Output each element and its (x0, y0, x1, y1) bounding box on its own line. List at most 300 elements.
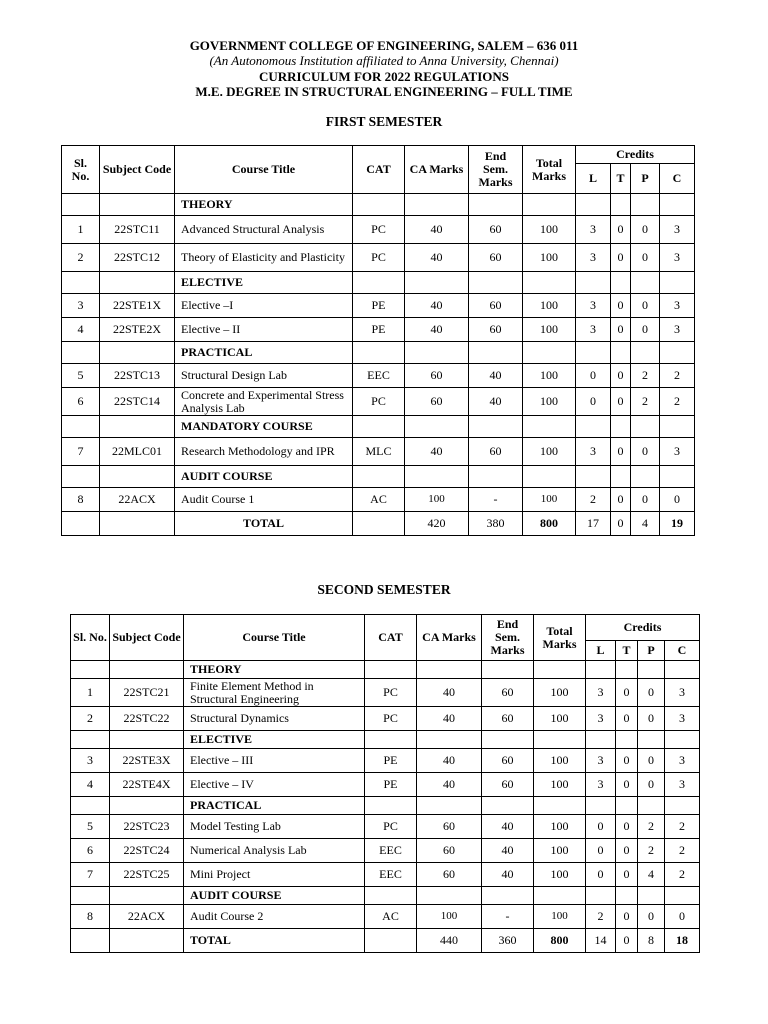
total-cell: 100 (523, 216, 576, 244)
empty-cell (353, 466, 405, 488)
sl-cell: 8 (71, 905, 110, 929)
sem2-table (70, 614, 700, 953)
empty-cell (631, 466, 660, 488)
t-cell: 0 (611, 364, 631, 388)
l-cell: 3 (576, 216, 611, 244)
ca-cell: 60 (417, 815, 482, 839)
section-heading: AUDIT COURSE (175, 466, 353, 488)
empty-cell (469, 466, 523, 488)
empty-cell (638, 797, 665, 815)
empty-cell (353, 512, 405, 536)
end-cell: 60 (469, 294, 523, 318)
empty-cell (534, 661, 586, 679)
section-heading: MANDATORY COURSE (175, 416, 353, 438)
ca-cell: 40 (417, 707, 482, 731)
col-cat-header: CAT (353, 146, 405, 194)
empty-cell (665, 661, 700, 679)
end-cell: 40 (482, 839, 534, 863)
c-cell: 3 (665, 707, 700, 731)
empty-cell (62, 272, 100, 294)
empty-cell (523, 416, 576, 438)
table-row (71, 815, 700, 839)
sl-cell: 8 (62, 488, 100, 512)
p-cell: 2 (631, 388, 660, 416)
col-total-header: Total Marks (534, 615, 586, 661)
section-row (62, 194, 695, 216)
empty-cell (611, 466, 631, 488)
empty-cell (631, 272, 660, 294)
end-cell: 60 (469, 438, 523, 466)
cat-cell: PC (365, 707, 417, 731)
c-cell: 3 (660, 216, 695, 244)
l-cell: 3 (576, 294, 611, 318)
college-name: GOVERNMENT COLLEGE OF ENGINEERING, SALEM – 636 011 (189, 38, 579, 53)
empty-cell (71, 731, 110, 749)
empty-cell (110, 731, 184, 749)
end-cell: 40 (482, 863, 534, 887)
empty-cell (631, 416, 660, 438)
empty-cell (576, 272, 611, 294)
t-cell: 0 (616, 815, 638, 839)
empty-cell (611, 194, 631, 216)
col-c-header: C (660, 164, 695, 194)
sl-cell: 3 (62, 294, 100, 318)
empty-cell (660, 342, 695, 364)
section-row (62, 466, 695, 488)
empty-cell (482, 887, 534, 905)
p-cell: 2 (631, 364, 660, 388)
sl-cell: 4 (62, 318, 100, 342)
end-cell: - (469, 488, 523, 512)
total-marks: 800 (534, 929, 586, 953)
empty-cell (660, 466, 695, 488)
col-l-header: L (586, 641, 616, 661)
cat-cell: PE (353, 294, 405, 318)
section-row (62, 416, 695, 438)
cat-cell: PC (353, 244, 405, 272)
t-cell: 0 (611, 244, 631, 272)
total-end: 380 (469, 512, 523, 536)
empty-cell (365, 661, 417, 679)
course-title-cell: Elective –I (175, 294, 353, 318)
empty-cell (110, 661, 184, 679)
course-title-cell: Structural Design Lab (175, 364, 353, 388)
empty-cell (523, 272, 576, 294)
c-cell: 2 (665, 863, 700, 887)
end-cell: 60 (469, 244, 523, 272)
l-cell: 0 (576, 388, 611, 416)
empty-cell (616, 661, 638, 679)
p-cell: 4 (638, 863, 665, 887)
empty-cell (62, 466, 100, 488)
col-credits-header: Credits (576, 146, 695, 164)
c-cell: 3 (665, 679, 700, 707)
l-cell: 3 (576, 318, 611, 342)
col-title-header: Course Title (175, 146, 353, 194)
empty-cell (365, 797, 417, 815)
section-row (71, 797, 700, 815)
sl-cell: 1 (71, 679, 110, 707)
cat-cell: PC (365, 815, 417, 839)
t-cell: 0 (616, 679, 638, 707)
p-cell: 2 (638, 815, 665, 839)
empty-cell (417, 887, 482, 905)
code-cell: 22STC24 (110, 839, 184, 863)
empty-cell (665, 797, 700, 815)
sl-cell: 3 (71, 749, 110, 773)
empty-cell (100, 416, 175, 438)
total-cell: 100 (534, 863, 586, 887)
empty-cell (405, 466, 469, 488)
total-ca: 440 (417, 929, 482, 953)
sl-cell: 2 (71, 707, 110, 731)
l-cell: 0 (586, 815, 616, 839)
sem2-title: SECOND SEMESTER (317, 582, 451, 597)
affiliation: (An Autonomous Institution affiliated to Anna University, Chennai) (209, 53, 559, 68)
empty-cell (611, 416, 631, 438)
table-row (62, 488, 695, 512)
code-cell: 22STC11 (100, 216, 175, 244)
col-total-header: Total Marks (523, 146, 576, 194)
code-cell: 22STC14 (100, 388, 175, 416)
empty-cell (62, 416, 100, 438)
empty-cell (576, 416, 611, 438)
sl-cell: 5 (71, 815, 110, 839)
code-cell: 22STC21 (110, 679, 184, 707)
empty-cell (665, 731, 700, 749)
total-c: 18 (665, 929, 700, 953)
total-p: 4 (631, 512, 660, 536)
ca-cell: 40 (417, 773, 482, 797)
total-cell: 100 (523, 318, 576, 342)
empty-cell (417, 797, 482, 815)
code-cell: 22STC25 (110, 863, 184, 887)
course-title-cell: Structural Dynamics (184, 707, 365, 731)
ca-cell: 60 (405, 388, 469, 416)
col-t-header: T (611, 164, 631, 194)
section-row (71, 887, 700, 905)
empty-cell (576, 194, 611, 216)
empty-cell (482, 797, 534, 815)
ca-cell: 40 (405, 216, 469, 244)
empty-cell (523, 194, 576, 216)
code-cell: 22STE4X (110, 773, 184, 797)
c-cell: 3 (665, 749, 700, 773)
empty-cell (365, 887, 417, 905)
total-t: 0 (611, 512, 631, 536)
course-title-cell: Elective – II (175, 318, 353, 342)
course-title-cell: Audit Course 1 (175, 488, 353, 512)
code-cell: 22STE3X (110, 749, 184, 773)
col-end-header: End Sem. Marks (469, 146, 523, 194)
col-c-header: C (665, 641, 700, 661)
table-row (71, 707, 700, 731)
table-row (62, 216, 695, 244)
cat-cell: AC (353, 488, 405, 512)
section-row (62, 272, 695, 294)
ca-cell: 40 (405, 244, 469, 272)
total-l: 17 (576, 512, 611, 536)
p-cell: 2 (638, 839, 665, 863)
course-title-cell: Research Methodology and IPR (175, 438, 353, 466)
table-row (62, 438, 695, 466)
code-cell: 22STC23 (110, 815, 184, 839)
empty-cell (523, 342, 576, 364)
cat-cell: EEC (365, 863, 417, 887)
p-cell: 0 (631, 318, 660, 342)
end-cell: 60 (469, 216, 523, 244)
t-cell: 0 (616, 839, 638, 863)
p-cell: 0 (638, 707, 665, 731)
total-cell: 100 (523, 488, 576, 512)
empty-cell (586, 887, 616, 905)
ca-cell: 40 (417, 679, 482, 707)
end-cell: 40 (469, 364, 523, 388)
l-cell: 0 (576, 364, 611, 388)
empty-cell (638, 661, 665, 679)
code-cell: 22STE2X (100, 318, 175, 342)
course-title-cell: Finite Element Method in Structural Engineering (184, 679, 365, 707)
end-cell: 60 (482, 679, 534, 707)
empty-cell (469, 272, 523, 294)
empty-cell (534, 797, 586, 815)
cat-cell: PE (353, 318, 405, 342)
c-cell: 3 (665, 773, 700, 797)
l-cell: 3 (576, 244, 611, 272)
table-row (71, 749, 700, 773)
course-title-cell: Elective – IV (184, 773, 365, 797)
sl-cell: 5 (62, 364, 100, 388)
col-title-header: Course Title (184, 615, 365, 661)
empty-cell (405, 194, 469, 216)
end-cell: 40 (469, 388, 523, 416)
p-cell: 0 (631, 216, 660, 244)
empty-cell (660, 272, 695, 294)
total-cell: 100 (523, 438, 576, 466)
sl-cell: 2 (62, 244, 100, 272)
total-cell: 100 (534, 679, 586, 707)
course-title-cell: Model Testing Lab (184, 815, 365, 839)
cat-cell: AC (365, 905, 417, 929)
c-cell: 0 (665, 905, 700, 929)
p-cell: 0 (631, 438, 660, 466)
course-title-cell: Advanced Structural Analysis (175, 216, 353, 244)
ca-cell: 40 (405, 318, 469, 342)
empty-cell (405, 272, 469, 294)
p-cell: 0 (638, 905, 665, 929)
section-heading: AUDIT COURSE (184, 887, 365, 905)
section-row (62, 342, 695, 364)
empty-cell (616, 731, 638, 749)
sl-cell: 7 (62, 438, 100, 466)
table-row (62, 388, 695, 416)
col-end-header: End Sem. Marks (482, 615, 534, 661)
empty-cell (71, 661, 110, 679)
p-cell: 0 (638, 749, 665, 773)
empty-cell (62, 342, 100, 364)
empty-cell (523, 466, 576, 488)
empty-cell (638, 731, 665, 749)
course-title-cell: Audit Course 2 (184, 905, 365, 929)
t-cell: 0 (616, 905, 638, 929)
empty-cell (353, 272, 405, 294)
code-cell: 22STC13 (100, 364, 175, 388)
p-cell: 0 (638, 679, 665, 707)
l-cell: 2 (586, 905, 616, 929)
c-cell: 0 (660, 488, 695, 512)
total-row (62, 512, 695, 536)
course-title-cell: Concrete and Experimental Stress Analysis Lab (175, 388, 353, 416)
empty-cell (100, 342, 175, 364)
empty-cell (616, 887, 638, 905)
empty-cell (365, 929, 417, 953)
table-row (71, 839, 700, 863)
section-heading: THEORY (175, 194, 353, 216)
empty-cell (469, 342, 523, 364)
empty-cell (469, 416, 523, 438)
empty-cell (71, 929, 110, 953)
code-cell: 22STC12 (100, 244, 175, 272)
l-cell: 3 (576, 438, 611, 466)
end-cell: 60 (469, 318, 523, 342)
empty-cell (616, 797, 638, 815)
empty-cell (534, 887, 586, 905)
total-c: 19 (660, 512, 695, 536)
ca-cell: 100 (417, 905, 482, 929)
empty-cell (353, 342, 405, 364)
empty-cell (110, 797, 184, 815)
col-p-header: P (631, 164, 660, 194)
t-cell: 0 (611, 438, 631, 466)
c-cell: 3 (660, 438, 695, 466)
ca-cell: 60 (417, 839, 482, 863)
sl-cell: 6 (62, 388, 100, 416)
c-cell: 2 (660, 364, 695, 388)
cat-cell: PC (353, 216, 405, 244)
cat-cell: EEC (365, 839, 417, 863)
table-row (62, 244, 695, 272)
empty-cell (110, 887, 184, 905)
ca-cell: 60 (405, 364, 469, 388)
section-heading: PRACTICAL (175, 342, 353, 364)
code-cell: 22MLC01 (100, 438, 175, 466)
col-p-header: P (638, 641, 665, 661)
total-t: 0 (616, 929, 638, 953)
l-cell: 3 (586, 773, 616, 797)
empty-cell (417, 661, 482, 679)
t-cell: 0 (611, 318, 631, 342)
header-row (71, 615, 700, 641)
empty-cell (534, 731, 586, 749)
total-cell: 100 (534, 815, 586, 839)
c-cell: 2 (665, 815, 700, 839)
empty-cell (482, 731, 534, 749)
cat-cell: PE (365, 749, 417, 773)
total-cell: 100 (534, 905, 586, 929)
c-cell: 2 (665, 839, 700, 863)
end-cell: - (482, 905, 534, 929)
l-cell: 3 (586, 707, 616, 731)
section-heading: THEORY (184, 661, 365, 679)
empty-cell (100, 466, 175, 488)
empty-cell (353, 194, 405, 216)
empty-cell (586, 731, 616, 749)
table-row (62, 318, 695, 342)
cat-cell: PC (353, 388, 405, 416)
total-cell: 100 (523, 244, 576, 272)
ca-cell: 60 (417, 863, 482, 887)
ca-cell: 100 (405, 488, 469, 512)
empty-cell (611, 272, 631, 294)
col-l-header: L (576, 164, 611, 194)
empty-cell (100, 194, 175, 216)
empty-cell (62, 194, 100, 216)
c-cell: 3 (660, 294, 695, 318)
empty-cell (100, 272, 175, 294)
empty-cell (110, 929, 184, 953)
col-ca-header: CA Marks (405, 146, 469, 194)
cat-cell: MLC (353, 438, 405, 466)
cat-cell: EEC (353, 364, 405, 388)
ca-cell: 40 (417, 749, 482, 773)
c-cell: 3 (660, 244, 695, 272)
course-title-cell: Mini Project (184, 863, 365, 887)
section-heading: ELECTIVE (175, 272, 353, 294)
empty-cell (482, 661, 534, 679)
empty-cell (586, 661, 616, 679)
empty-cell (631, 194, 660, 216)
total-cell: 100 (534, 749, 586, 773)
col-credits-header: Credits (586, 615, 700, 641)
code-cell: 22ACX (110, 905, 184, 929)
end-cell: 60 (482, 773, 534, 797)
c-cell: 2 (660, 388, 695, 416)
empty-cell (576, 466, 611, 488)
total-cell: 100 (523, 388, 576, 416)
empty-cell (469, 194, 523, 216)
section-heading: PRACTICAL (184, 797, 365, 815)
col-code-header: Subject Code (110, 615, 184, 661)
t-cell: 0 (611, 388, 631, 416)
col-sl-header: Sl. No. (62, 146, 100, 194)
sl-cell: 1 (62, 216, 100, 244)
end-cell: 40 (482, 815, 534, 839)
empty-cell (71, 797, 110, 815)
total-ca: 420 (405, 512, 469, 536)
t-cell: 0 (616, 749, 638, 773)
l-cell: 0 (586, 863, 616, 887)
section-row (71, 661, 700, 679)
empty-cell (586, 797, 616, 815)
l-cell: 0 (586, 839, 616, 863)
total-cell: 100 (523, 364, 576, 388)
empty-cell (405, 416, 469, 438)
l-cell: 3 (586, 679, 616, 707)
empty-cell (576, 342, 611, 364)
section-row (71, 731, 700, 749)
cat-cell: PC (365, 679, 417, 707)
table-row (71, 863, 700, 887)
end-cell: 60 (482, 707, 534, 731)
total-cell: 100 (534, 839, 586, 863)
total-cell: 100 (534, 707, 586, 731)
sem1-table (61, 145, 695, 536)
table-row (62, 294, 695, 318)
table-row (71, 679, 700, 707)
empty-cell (631, 342, 660, 364)
table-row (71, 773, 700, 797)
l-cell: 2 (576, 488, 611, 512)
